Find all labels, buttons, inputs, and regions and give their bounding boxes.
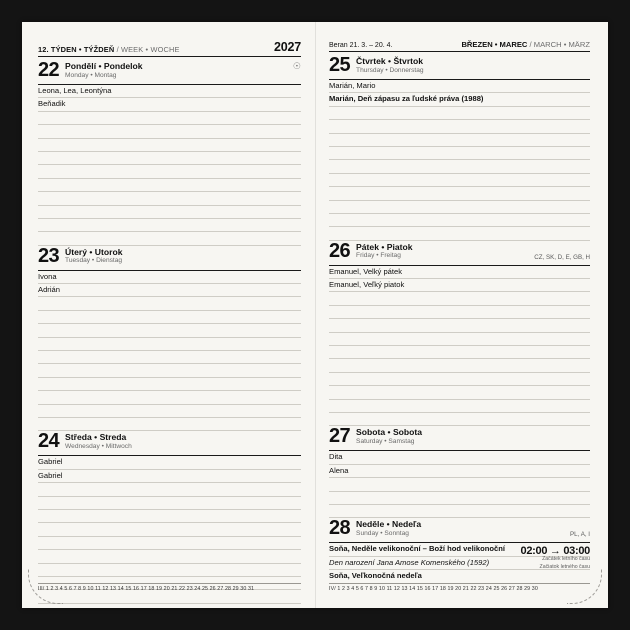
month-label xyxy=(461,40,590,49)
writing-line[interactable] xyxy=(38,351,301,364)
day-number-27: 27 xyxy=(329,425,351,448)
moon-phase-icon: ☉ xyxy=(292,61,301,71)
writing-line[interactable] xyxy=(329,134,590,147)
day-entry: Marián, Mario xyxy=(329,80,590,93)
writing-line[interactable] xyxy=(329,400,590,413)
week-label xyxy=(38,45,180,54)
week-label-cs-sk: 12. TÝDEN • TÝŽDEŇ xyxy=(38,45,115,54)
writing-line[interactable] xyxy=(329,160,590,173)
writing-line[interactable] xyxy=(329,187,590,200)
writing-line[interactable] xyxy=(38,378,301,391)
day-names-28 xyxy=(356,518,570,538)
writing-line[interactable] xyxy=(38,311,301,324)
page-corner-curl-left xyxy=(28,569,63,604)
dst-note-cz: Začátek letního času xyxy=(542,555,590,562)
left-month-strip[interactable]: III/ 1 2 3 4 5 6 7 8 9 10 11 12 13 14 15 16 17 18 19 20 21 22 23 24 25 26 27 28 29 30 31 xyxy=(38,583,301,592)
day-entry: Dita xyxy=(329,451,590,464)
week-label-en-de: / WEEK • WOCHE xyxy=(116,45,180,54)
day-lines-27[interactable] xyxy=(329,451,590,518)
day-lines-26[interactable] xyxy=(329,266,590,427)
right-month-strip[interactable]: IV/ 1 2 3 4 5 6 7 8 9 10 11 12 13 14 15 16 17 18 19 20 21 22 23 24 25 26 27 28 29 30 xyxy=(329,583,590,592)
writing-line[interactable] xyxy=(38,219,301,232)
day-lines-25[interactable] xyxy=(329,80,590,241)
day-entry: Ivona xyxy=(38,271,301,284)
writing-line[interactable] xyxy=(329,214,590,227)
right-page xyxy=(315,22,608,608)
day-header-28 xyxy=(329,518,590,543)
day-weekday-langs-27: Saturday • Samstag xyxy=(356,437,415,445)
day-weekday-28: Neděle • Nedeľa xyxy=(356,519,422,530)
day-weekday-langs-24: Wednesday • Mittwoch xyxy=(65,442,132,450)
day-block-22[interactable] xyxy=(38,60,301,246)
writing-line[interactable] xyxy=(329,413,590,426)
writing-line[interactable] xyxy=(329,333,590,346)
dst-note-sk: Začiatok letného času xyxy=(539,563,590,570)
day-header-26 xyxy=(329,241,590,266)
day-header-25 xyxy=(329,55,590,80)
right-page-header xyxy=(329,40,590,52)
day-country-codes-28: PL, A, I xyxy=(570,531,590,539)
writing-line[interactable] xyxy=(38,152,301,165)
day-block-26[interactable] xyxy=(329,241,590,427)
writing-line[interactable] xyxy=(38,391,301,404)
day-weekday-27: Sobota • Sobota xyxy=(356,427,423,438)
day-entry: Gabriel xyxy=(38,456,301,469)
writing-line[interactable] xyxy=(329,227,590,240)
month-label-en-de: / MARCH • MÄRZ xyxy=(529,40,590,49)
day-weekday-langs-23: Tuesday • Dienstag xyxy=(65,257,123,265)
day-entry: Emanuel, Veľký piatok xyxy=(329,279,590,292)
day-weekday-langs-28: Sunday • Sonntag xyxy=(356,529,409,537)
day-lines-28[interactable] xyxy=(329,543,590,583)
diary-paper xyxy=(22,22,608,608)
day-entry: Leona, Lea, Leontýna xyxy=(38,85,301,98)
day-header-22 xyxy=(38,60,301,85)
writing-line[interactable] xyxy=(38,550,301,563)
writing-line[interactable] xyxy=(38,125,301,138)
day-entry: Emanuel, Velký pátek xyxy=(329,266,590,279)
day-entry-holiday: Soňa, Neděle velikonoční – Boží hod velikonoční xyxy=(329,543,590,556)
dst-change-note xyxy=(521,546,590,571)
writing-line[interactable] xyxy=(329,319,590,332)
day-number-23: 23 xyxy=(38,244,60,267)
writing-line[interactable] xyxy=(38,523,301,536)
zodiac-label: Beran 21. 3. – 20. 4. xyxy=(329,42,393,49)
left-page-header xyxy=(38,40,301,57)
writing-line[interactable] xyxy=(329,120,590,133)
writing-line[interactable] xyxy=(38,497,301,510)
day-names-26 xyxy=(356,241,534,261)
writing-line[interactable] xyxy=(38,206,301,219)
writing-line[interactable] xyxy=(329,359,590,372)
day-weekday-langs-26: Friday • Freitag xyxy=(356,252,401,260)
day-names-23 xyxy=(65,246,301,266)
day-entry: Alena xyxy=(329,465,590,478)
day-number-24: 24 xyxy=(38,430,60,453)
writing-line[interactable] xyxy=(38,165,301,178)
day-names-22 xyxy=(65,60,293,80)
day-names-27 xyxy=(356,426,590,446)
book-gutter xyxy=(315,22,316,608)
writing-line[interactable] xyxy=(38,179,301,192)
writing-line[interactable] xyxy=(38,590,301,603)
day-block-28[interactable] xyxy=(329,518,590,583)
writing-line[interactable] xyxy=(329,292,590,305)
writing-line[interactable] xyxy=(38,405,301,418)
left-page xyxy=(22,22,315,608)
day-number-28: 28 xyxy=(329,517,351,540)
day-entry-holiday: Marián, Deň zápasu za ľudské práva (1988) xyxy=(329,93,590,106)
diary-spread xyxy=(22,22,608,608)
writing-line[interactable] xyxy=(329,492,590,505)
day-country-codes-26: CZ, SK, D, E, GB, H xyxy=(534,253,590,261)
writing-line[interactable] xyxy=(38,192,301,205)
writing-line[interactable] xyxy=(329,107,590,120)
day-weekday-23: Úterý • Utorok xyxy=(65,246,123,257)
month-label-cs-sk: BŘEZEN • MAREC xyxy=(461,40,528,49)
writing-line[interactable] xyxy=(329,373,590,386)
day-number-25: 25 xyxy=(329,54,351,76)
day-names-24 xyxy=(65,431,301,451)
day-weekday-25: Čtvrtek • Štvrtok xyxy=(356,56,424,66)
day-number-22: 22 xyxy=(38,59,60,81)
day-lines-22[interactable] xyxy=(38,85,301,246)
writing-line[interactable] xyxy=(38,564,301,577)
day-header-23 xyxy=(38,246,301,271)
writing-line[interactable] xyxy=(38,139,301,152)
writing-line[interactable] xyxy=(38,537,301,550)
writing-line[interactable] xyxy=(38,418,301,431)
writing-line[interactable] xyxy=(329,174,590,187)
day-weekday-langs-25: Thursday • Donnerstag xyxy=(356,66,424,74)
writing-line[interactable] xyxy=(38,338,301,351)
day-block-25[interactable] xyxy=(329,55,590,241)
day-entry: Beňadik xyxy=(38,98,301,111)
writing-line[interactable] xyxy=(38,364,301,377)
writing-line[interactable] xyxy=(329,306,590,319)
day-header-27 xyxy=(329,426,590,451)
page-corner-curl-right xyxy=(567,569,602,604)
writing-line[interactable] xyxy=(329,346,590,359)
day-lines-23[interactable] xyxy=(38,271,301,432)
day-block-23[interactable] xyxy=(38,246,301,432)
day-lines-24[interactable] xyxy=(38,456,301,603)
writing-line[interactable] xyxy=(329,478,590,491)
writing-line[interactable] xyxy=(329,147,590,160)
writing-line[interactable] xyxy=(38,232,301,245)
day-block-27[interactable] xyxy=(329,426,590,518)
day-weekday-langs-22: Monday • Montag xyxy=(65,71,117,79)
writing-line[interactable] xyxy=(38,483,301,496)
day-weekday-24: Středa • Streda xyxy=(65,432,127,443)
day-block-24[interactable] xyxy=(38,431,301,603)
day-number-26: 26 xyxy=(329,239,351,262)
dst-time: 02:00 → 03:00 xyxy=(520,544,590,557)
writing-line[interactable] xyxy=(329,505,590,518)
writing-line[interactable] xyxy=(38,112,301,125)
writing-line[interactable] xyxy=(38,297,301,310)
day-weekday-26: Pátek • Piatok xyxy=(356,241,413,252)
day-header-24 xyxy=(38,431,301,456)
day-weekday-22: Pondělí • Pondelok xyxy=(65,61,143,71)
day-entry-holiday: Soňa, Veľkonočná nedeľa xyxy=(329,570,590,583)
writing-line[interactable] xyxy=(38,324,301,337)
day-names-25 xyxy=(356,55,590,75)
day-entry: Gabriel xyxy=(38,470,301,483)
day-entry: Adrián xyxy=(38,284,301,297)
writing-line[interactable] xyxy=(329,201,590,214)
writing-line[interactable] xyxy=(38,510,301,523)
day-entry-note: Den narození Jana Amose Komenského (1592) xyxy=(329,557,590,570)
year-label: 2027 xyxy=(273,40,301,54)
writing-line[interactable] xyxy=(329,386,590,399)
